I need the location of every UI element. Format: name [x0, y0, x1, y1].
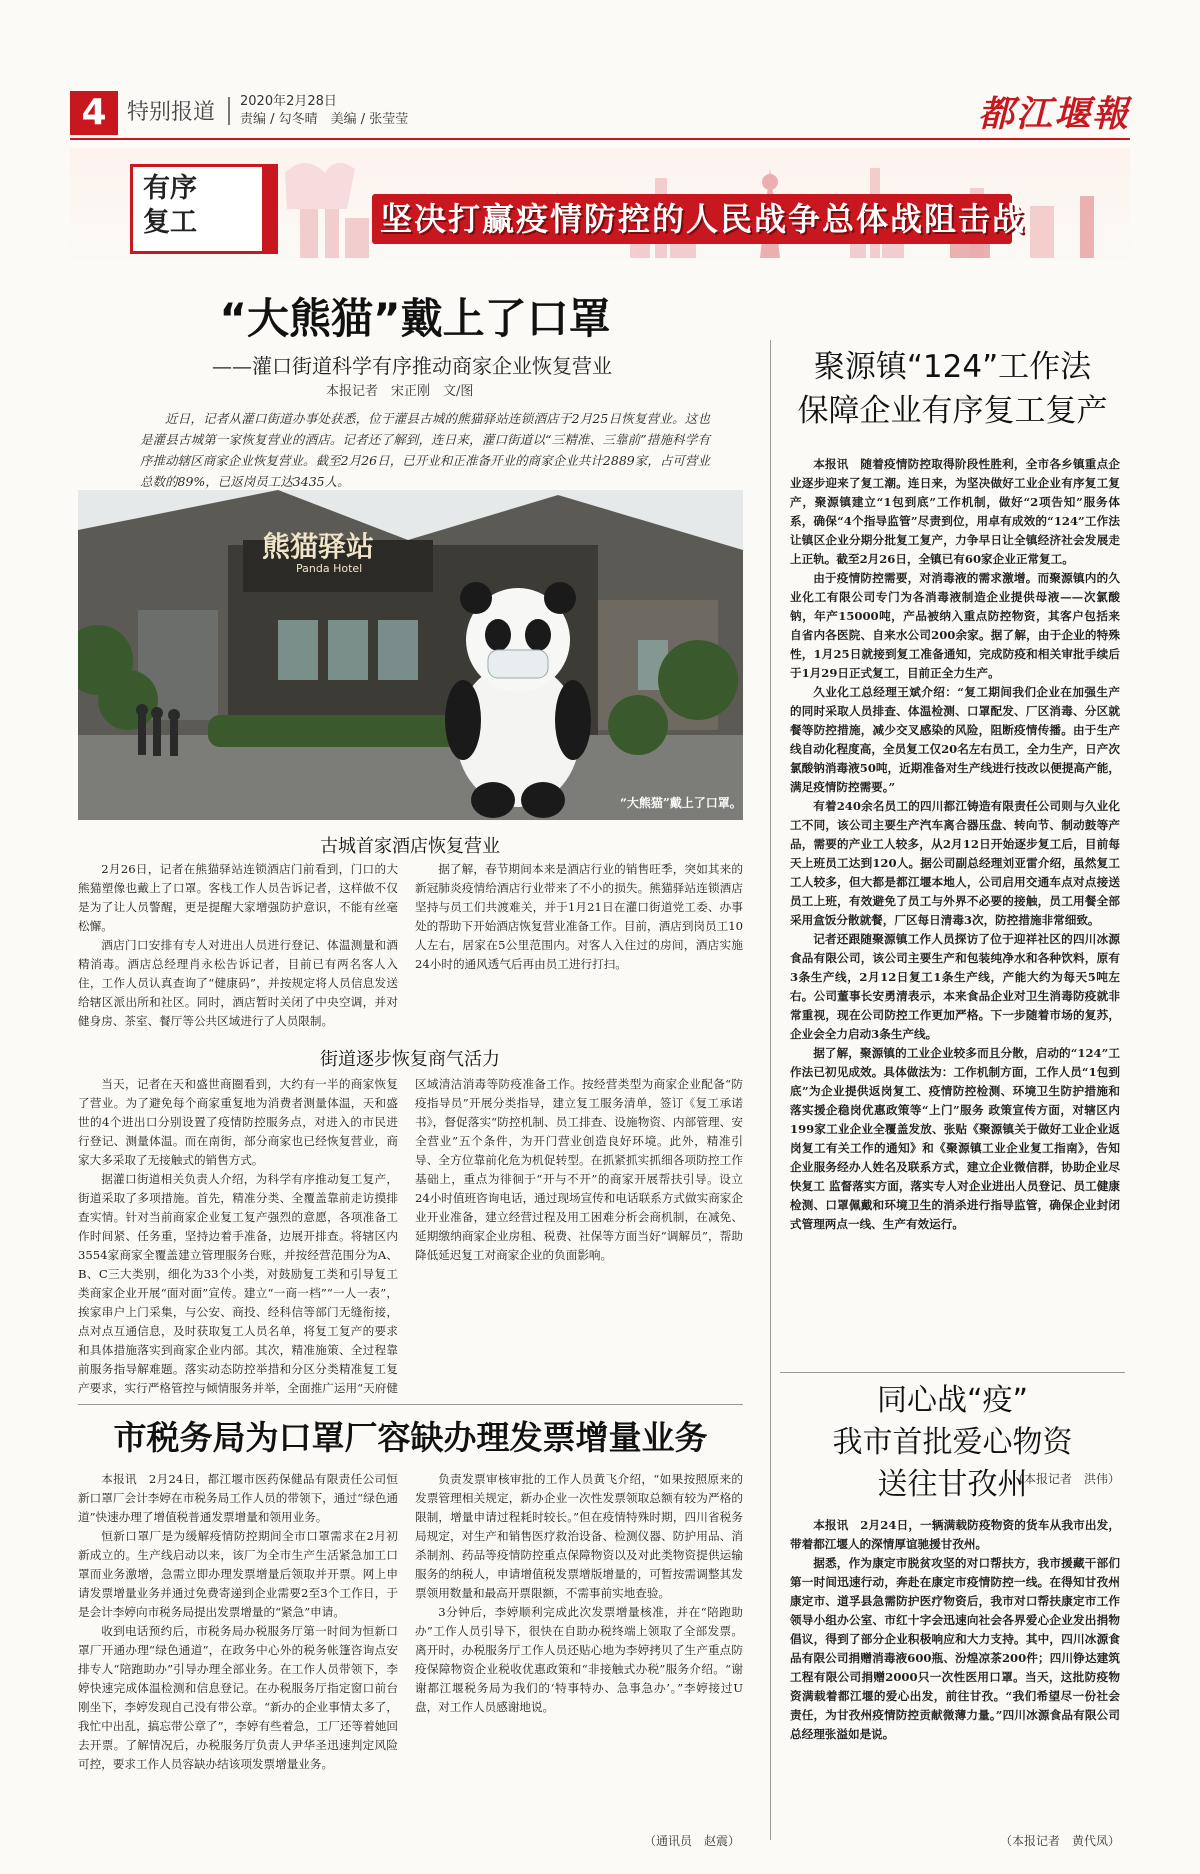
hotel-sign: 熊猫驿站 — [262, 530, 375, 563]
ganzi-title-line-1: 同心战“疫” — [876, 1383, 1029, 1418]
main-subhead-1: 古城首家酒店恢复营业 — [320, 836, 500, 857]
paragraph: 负责发票审核审批的工作人员黄飞介绍，“如果按照原来的发票管理相关规定，新办企业一次性发票领取总额有较为严格的限制，增量申请过程耗时较长。”但在疫情特殊时期，四川省税务局规定，对生产和销售医疗救治设备、检测仪器、防护用品、消杀制剂、药品等疫情防控重点保障物资以及对此类物资提供运输服务的纳税人，申请增值税发票增版增量的，可暂按需调整其发票领用数量和最高开票限额，不需事前实地查验。 — [415, 1472, 743, 1600]
issue-meta — [240, 93, 408, 129]
paragraph: 记者还跟随聚源镇工作人员探访了位于迎祥社区的四川冰源食品有限公司，该公司主要生产和包装纯净水和各种饮料，原有3条生产线，2月12日复工1条生产线，产能大约为每天5吨左右。公司董事长安勇清表示，本来食品企业对卫生消毒防疫就非常重视，现在公司防控工作更加严格。下一步随着市场的复苏，企业会全力启动3条生产线。 — [790, 932, 1120, 1041]
ganzi-title-line-2: 我市首批爱心物资 — [832, 1425, 1073, 1460]
ganzi-sign: （本报记者 黄代凤） — [999, 1834, 1120, 1848]
paragraph: 久业化工总经理王斌介绍：“复工期间我们企业在加强生产的同时采取人员排查、体温检测、口罩配发、厂区消毒、分区就餐等防控措施，减少交叉感染的风险，阻断疫情传播。由于生产线自动化程度高，全员复工仅20名左右员工，全力生产，日产次氯酸钠消毒液50吨，近期准备对生产线进行技改以便提高产能，满足疫情防控需要。” — [790, 685, 1120, 794]
badge-text — [143, 172, 197, 240]
paragraph: 本报讯 随着疫情防控取得阶段性胜利，全市各乡镇重点企业逐步迎来了复工潮。连日来，为坚决做好工业企业有序复工复产，聚源镇建立“1包到底”工作机制，做好“2项告知”服务体系，确保“4个指导监管”尽责到位，用卓有成效的“124”工作法让镇区企业分期分批复工复产，力争早日让全镇经济社会发展走上正轨。截至2月26日，全镇已有60家企业正常复工。 — [790, 457, 1120, 566]
ganzi-title — [780, 1380, 1125, 1506]
main-article-lead: 近日，记者从灌口街道办事处获悉，位于灌县古城的熊猫驿站连锁酒店于2月25日恢复营业。这也是灌县古城第一家恢复营业的酒店。记者还了解到，连日来，灌口街道以“三精准、三靠前”措施科学有序推动辖区商家企业恢复营业。截至2月26日，已开业和正准备开业的商家企业共计2889家，占可营业总数的89%，已返岗员工达3435人。 — [140, 411, 710, 489]
paragraph: 收到电话预约后，市税务局办税服务厅第一时间为恒新口罩厂开通办理“绿色通道”，在政务中心外的税务帐篷咨询点安排专人“陪跑助办”引导办理全部业务。在工作人员带领下，李婷快速完成体温检测和信息登记。在办税服务厅指定窗口前台刚坐下，李婷发现自己没有带公章。“新办的企业事情太多了，我忙中出乱，搞忘带公章了”，李婷有些着急，工厂还等着她回去开票。了解情况后，办税服务厅负责人尹华圣迅速判定风险可控，要求工作人员容缺办结该项发票增量业务。 — [78, 1624, 398, 1771]
paragraph: 本报讯 2月24日，都江堰市医药保健品有限责任公司恒新口罩厂会计李婷在市税务局工作人员的带领下，通过“绿色通道”快速办理了增值税普通发票增量和领用业务。 — [78, 1472, 398, 1524]
banner-slogan: 坚决打赢疫情防控的人民战争总体战阻击战 — [380, 200, 1027, 238]
main-article-title: “大熊猫”戴上了口罩 — [219, 294, 611, 343]
right-divider — [780, 1372, 1125, 1373]
paragraph: 据了解，聚源镇的工业企业较多而且分散，启动的“124”工作法已初见成效。具体做法为：工作机制方面，工作人员“1包到底”为企业提供返岗复工、疫情防控检测、环境卫生防护措施和落实援企稳岗优惠政策等“上门”服务 政策宣传方面，对辖区内199家工业企业全覆盖发放、张贴《聚源镇关于做好工业企业返岗复工有关工作的通知》和《聚源镇工业企业复工指南》，告知企业服务经办人姓名及联系方式，建立企业微信群，协助企业尽快复工 监督落实方面，落实专人对企业进出人员登记、员工健康检测、口罩佩戴和环境卫生的消杀进行指导监管，确保企业封闭式管理两点一线、生产有效运行。 — [790, 1046, 1120, 1231]
header-separator — [228, 97, 230, 125]
juyuan-title-line-2: 保障企业有序复工复产 — [797, 393, 1108, 429]
tax-article-sign: （通讯员 赵震） — [643, 1834, 740, 1848]
tax-col-a — [78, 1470, 398, 1850]
issue-date: 2020年2月28日 — [240, 94, 337, 109]
section-badge — [130, 164, 278, 254]
ganzi-body — [790, 1516, 1120, 1822]
paragraph: 据悉，作为康定市脱贫攻坚的对口帮扶方，我市援藏干部们第一时间迅速行动，奔赴在康定市疫情防控一线。在得知甘孜州康定市、道孚县急需防护医疗物资后，我市对口帮扶康定市工作领导小组办公室、市红十字会迅速向社会各界爱心企业发出捐物倡议，得到了部分企业积极响应和大力支持。其中，四川冰源食品有限公司捐赠消毒液600瓶、汾煌凉茶200件；四川铮达建筑工程有限公司捐赠2000只一次性医用口罩。当天，这批防疫物资满载着都江堰的爱心出发，前往甘孜。“我们希望尽一份社会责任，为甘孜州疫情防控贡献微薄力量。”四川冰源食品有限公司总经理张溢如是说。 — [790, 1556, 1120, 1741]
main-col-2a — [78, 1075, 398, 1397]
juyuan-title-line-1: 聚源镇“124”工作法 — [813, 349, 1092, 385]
header-rule — [70, 138, 1130, 140]
photo-caption: “大熊猫”戴上了口罩。 — [620, 796, 742, 810]
juyuan-sign: （本报记者 洪伟） — [1011, 1472, 1120, 1486]
paragraph: 由于疫情防控需要，对消毒液的需求激增。而聚源镇内的久业化工有限公司专门为各消毒液制造企业提供母液——次氯酸钠，年产15000吨，产品被纳入重点防控物资，其客户包括来自省内各医院、自来水公司200余家。据了解，由于企业的特殊性，1月25日就接到复工准备通知，完成防疫和相关审批手续后于1月29日正式复工，目前正全力生产。 — [790, 571, 1120, 680]
paragraph: 区域清洁消毒等防疫准备工作。按经营类型为商家企业配备“防疫指导员”开展分类指导，建立复工服务清单，签订《复工承诺书》，督促落实“防控机制、员工排查、设施物资、内部管理、安全营业”五个条件，为开门营业创造良好环境。此外，精准引导、全方位靠前化危为机促转型。在抓紧抓实抓细各项防控工作基础上，重点为徘徊于“开与不开”的商家开展帮扶引导。设立24小时值班咨询电话，通过现场宣传和电话联系方式做实商家企业开业准备，建立经营过程及用工困难分析会商机制，在减免、延期缴纳商家企业房租、税费、社保等方面当好“调解员”，帮助降低延迟复工对商家企业的负面影响。 — [415, 1077, 743, 1262]
article-divider — [78, 1404, 743, 1405]
paragraph: 3分钟后，李婷顺利完成此次发票增量核准，并在“陪跑助办”工作人员引导下，很快在自助办税终端上领取了全部发票。离开时，办税服务厅工作人员还贴心地为李婷拷贝了生产重点防疫保障物资企业税收优惠政策和“非接触式办税”服务介绍。“谢谢都江堰税务局为我们的‘特事特办、急事急办’。”李婷接过U盘，对工作人员感谢地说。 — [415, 1605, 743, 1714]
badge-line-2: 复工 — [143, 207, 197, 238]
main-subhead-2: 街道逐步恢复商气活力 — [320, 1049, 500, 1070]
paragraph: 酒店门口安排有专人对进出人员进行登记、体温测量和酒精消毒。酒店总经理肖永松告诉记者，目前已有两名客人入住，工作人员认真查询了“健康码”，并按规定将人员信息发送给辖区派出所和社区。同时，酒店暂时关闭了中央空调，并对健身房、茶室、餐厅等公共区域进行了人员限制。 — [78, 938, 398, 1028]
main-article-byline: 本报记者 宋正刚 文/图 — [326, 384, 474, 399]
hotel-sign-english: Panda Hotel — [296, 562, 363, 575]
juyuan-title — [780, 345, 1125, 433]
paragraph: 据灌口街道相关负责人介绍，为科学有序推动复工复产，街道采取了多项措施。首先，精准分类、全覆盖靠前走访摸排查实情。针对当前商家企业复工复产强烈的意愿，各项准备工作时间紧、任务重，坚持边着手准备，边展开排查。将辖区内3554家商家全覆盖建立管理服务台账，并按经营范围分为A、B、C三大类别，细化为33个小类，对鼓励复工类和引导复工类商家企业开展“面对面”宣传。建立“一商一档”“一人一表”，挨家串户上门采集，与公安、商投、经科信等部门无缝衔接，点对点互通信息，及时获取复工人员名单，将复工复产的要求和具体措施落实到商家企业内部。其次，精准施策、全过程靠前服务指导解难题。落实动态防控举措和分区分类精准复工复产要求，实行严格管控与倾情服务并举，全面推广运用“天府健 — [78, 1172, 398, 1395]
panda-hotel-photo-illustration — [78, 490, 743, 820]
paragraph: 有着240余名员工的四川都江铸造有限责任公司则与久业化工不同，该公司主要生产汽车离合器压盘、转向节、制动鼓等产品，需要的产业工人较多，从2月12日开始逐步复工后，目前每天上班员工达到120人。据公司副总经理刘亚雷介绍，虽然复工工人较多，但大都是都江堰本地人，公司启用交通车点对点接送员工上班，有效避免了员工与外界不必要的接触，员工用餐全部采用盒饭分散就餐，厂区每日清毒3次，防控措施非常细致。 — [790, 799, 1120, 927]
main-col-1a — [78, 860, 398, 1038]
masthead-logo: 都江堰報 — [977, 93, 1130, 135]
tax-article-title: 市税务局为口罩厂容缺办理发票增量业务 — [113, 1418, 708, 1457]
paragraph: 恒新口罩厂是为缓解疫情防控期间全市口罩需求在2月初新成立的。生产线启动以来，该厂为全市生产生活紧急加工口罩而业务激增，急需立即办理发票增量后领取并开票。网上申请发票增量业务并通过免费寄递到企业需要2至3个工作日，于是会计李婷向市税务局提出发票增量的“紧急”申请。 — [78, 1529, 398, 1619]
juyuan-body — [790, 455, 1120, 1463]
ganzi-title-line-3: 送往甘孜州 — [877, 1467, 1028, 1502]
paragraph: 据了解，春节期间本来是酒店行业的销售旺季，突如其来的新冠肺炎疫情给酒店行业带来了不小的损失。熊猫驿站连锁酒店坚持与员工们共渡难关，并于1月21日在灌口街道党工委、办事处的帮助下开始酒店恢复营业准备工作。目前，酒店到岗员工10人左右，居家在5公里范围内。对客人入住过的房间，酒店实施24小时的通风透气后再由员工进行打扫。 — [415, 862, 743, 971]
paragraph: 本报讯 2月24日，一辆满载防疫物资的货车从我市出发，带着都江堰人的深情厚谊驰援甘孜州。 — [790, 1518, 1120, 1551]
column-divider — [770, 340, 771, 1840]
main-article-subtitle: ——灌口街道科学有序推动商家企业恢复营业 — [212, 354, 612, 378]
editors-line: 责编 / 勾冬晴 美编 / 张莹莹 — [240, 112, 409, 127]
paragraph: 2月26日，记者在熊猫驿站连锁酒店门前看到，门口的大熊猫塑像也戴上了口罩。客栈工作人员告诉记者，这样做不仅是为了让人员警醒，更是提醒大家增强防护意识，不能有丝毫松懈。 — [78, 862, 398, 933]
hotel-photo — [78, 490, 743, 820]
section-label: 特别报道 — [127, 100, 216, 125]
badge-accent-bar — [262, 164, 278, 254]
tax-col-b — [415, 1470, 743, 1832]
main-col-1b — [415, 860, 743, 1038]
paragraph: 当天，记者在天和盛世商圈看到，大约有一半的商家恢复了营业。为了避免每个商家重复地为消费者测量体温，天和盛世的4个进出口分别设置了疫情防控服务点，对进入的市民进行登记、测量体温。而在南街，部分商家也已经恢复营业，商家大多采取了无接触式的销售方式。 — [78, 1077, 398, 1167]
page-number: 4 — [70, 91, 118, 135]
badge-line-1: 有序 — [143, 173, 197, 204]
main-col-2b — [415, 1075, 743, 1397]
